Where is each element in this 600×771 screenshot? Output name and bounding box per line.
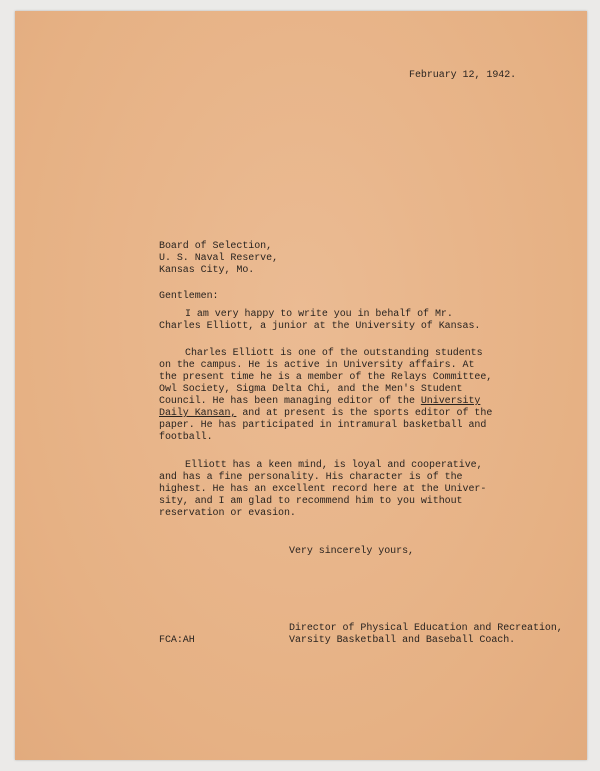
paragraph2-line-4: Owl Society, Sigma Delta Chi, and the Men's Student bbox=[159, 384, 463, 395]
paragraph2-line-5-text: Council. He has been managing editor of the bbox=[159, 396, 421, 407]
letter-date: February 12, 1942. bbox=[409, 70, 517, 81]
recipient-line-1: Board of Selection, bbox=[159, 241, 273, 252]
salutation: Gentlemen: bbox=[159, 291, 219, 302]
paragraph2-line-2: on the campus. He is active in University affairs. At bbox=[159, 360, 475, 371]
paragraph1-line-1: I am very happy to write you in behalf of Mr. bbox=[185, 309, 453, 320]
paragraph2-line-1: Charles Elliott is one of the outstanding students bbox=[185, 348, 483, 359]
signature-title-2: Varsity Basketball and Baseball Coach. bbox=[289, 635, 516, 646]
paragraph2-line-7: paper. He has participated in intramural basketball and bbox=[159, 420, 487, 431]
letter-page bbox=[15, 11, 587, 760]
newspaper-title-part-2: Daily Kansan, bbox=[159, 408, 237, 419]
typist-initials: FCA:AH bbox=[159, 635, 195, 646]
paragraph2-line-6-text: and at present is the sports editor of the bbox=[236, 408, 493, 419]
paragraph3-line-1: Elliott has a keen mind, is loyal and cooperative, bbox=[185, 460, 483, 471]
paragraph3-line-4: sity, and I am glad to recommend him to you without bbox=[159, 496, 463, 507]
closing: Very sincerely yours, bbox=[289, 546, 414, 557]
paragraph2-line-3: the present time he is a member of the Relays Committee, bbox=[159, 372, 493, 383]
paragraph2-line-8: football. bbox=[159, 432, 213, 443]
signature-title-1: Director of Physical Education and Recreation, bbox=[289, 623, 563, 634]
recipient-line-3: Kansas City, Mo. bbox=[159, 265, 255, 276]
newspaper-title-part-1: University bbox=[420, 396, 481, 407]
paragraph3-line-3: highest. He has an excellent record here at the Univer- bbox=[159, 484, 487, 495]
paragraph3-line-2: and has a fine personality. His character is of the bbox=[159, 472, 463, 483]
paragraph1-line-2: Charles Elliott, a junior at the University of Kansas. bbox=[159, 321, 481, 332]
paragraph3-line-5: reservation or evasion. bbox=[159, 508, 296, 519]
recipient-line-2: U. S. Naval Reserve, bbox=[159, 253, 279, 264]
